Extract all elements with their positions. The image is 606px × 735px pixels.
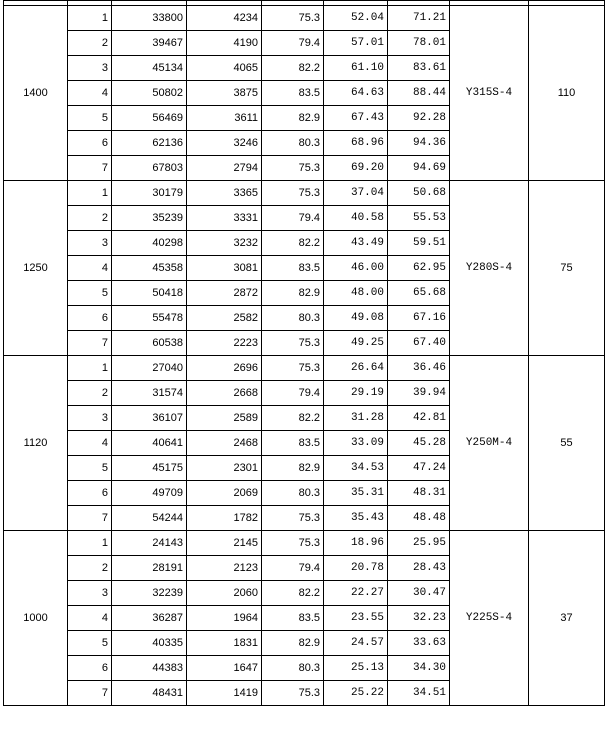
motor-power-cell: 65.68: [388, 281, 450, 306]
table-row: [4, 6, 605, 31]
flow-cell: 35239: [112, 206, 187, 231]
flow-cell: 45358: [112, 256, 187, 281]
shaft-power-cell: 20.78: [324, 556, 388, 581]
motor-power-cell: 78.01: [388, 31, 450, 56]
head-cell: 1964: [187, 606, 262, 631]
speed-cell: 1400: [4, 6, 68, 181]
head-cell: 2069: [187, 481, 262, 506]
motor-model-cell: Y315S-4: [450, 6, 529, 181]
flow-cell: 24143: [112, 531, 187, 556]
table-row: [4, 356, 605, 381]
head-cell: 2468: [187, 431, 262, 456]
head-cell: 3081: [187, 256, 262, 281]
performance-table: [3, 0, 605, 706]
efficiency-cell: 82.2: [262, 406, 324, 431]
motor-power-cell: 50.68: [388, 181, 450, 206]
flow-cell: 32239: [112, 581, 187, 606]
flow-cell: 50418: [112, 281, 187, 306]
head-cell: 1831: [187, 631, 262, 656]
flow-cell: 31574: [112, 381, 187, 406]
flow-cell: 27040: [112, 356, 187, 381]
shaft-power-cell: 33.09: [324, 431, 388, 456]
flow-cell: 40641: [112, 431, 187, 456]
motor-model-cell: Y225S-4: [450, 531, 529, 706]
motor-model-cell: Y250M-4: [450, 356, 529, 531]
row-number-cell: 6: [68, 481, 112, 506]
head-cell: 3365: [187, 181, 262, 206]
row-number-cell: 5: [68, 106, 112, 131]
shaft-power-cell: 49.25: [324, 331, 388, 356]
flow-cell: 30179: [112, 181, 187, 206]
motor-power-cell: 30.47: [388, 581, 450, 606]
row-number-cell: 7: [68, 506, 112, 531]
flow-cell: 48431: [112, 681, 187, 706]
motor-model-cell: Y280S-4: [450, 181, 529, 356]
motor-power-cell: 67.16: [388, 306, 450, 331]
head-cell: 1782: [187, 506, 262, 531]
shaft-power-cell: 31.28: [324, 406, 388, 431]
shaft-power-cell: 68.96: [324, 131, 388, 156]
efficiency-cell: 75.3: [262, 331, 324, 356]
head-cell: 3246: [187, 131, 262, 156]
head-cell: 2696: [187, 356, 262, 381]
flow-cell: 60538: [112, 331, 187, 356]
efficiency-cell: 75.3: [262, 531, 324, 556]
head-cell: 1419: [187, 681, 262, 706]
motor-power-cell: 25.95: [388, 531, 450, 556]
table-row: [4, 181, 605, 206]
efficiency-cell: 83.5: [262, 256, 324, 281]
efficiency-cell: 79.4: [262, 206, 324, 231]
head-cell: 2145: [187, 531, 262, 556]
row-number-cell: 2: [68, 206, 112, 231]
motor-power-cell: 34.30: [388, 656, 450, 681]
shaft-power-cell: 46.00: [324, 256, 388, 281]
row-number-cell: 3: [68, 56, 112, 81]
head-cell: 2872: [187, 281, 262, 306]
head-cell: 1647: [187, 656, 262, 681]
shaft-power-cell: 48.00: [324, 281, 388, 306]
shaft-power-cell: 22.27: [324, 581, 388, 606]
shaft-power-cell: 26.64: [324, 356, 388, 381]
row-number-cell: 2: [68, 31, 112, 56]
motor-power-cell: 45.28: [388, 431, 450, 456]
motor-power-cell: 88.44: [388, 81, 450, 106]
shaft-power-cell: 67.43: [324, 106, 388, 131]
row-number-cell: 5: [68, 456, 112, 481]
row-number-cell: 6: [68, 656, 112, 681]
motor-power-cell: 39.94: [388, 381, 450, 406]
flow-cell: 55478: [112, 306, 187, 331]
shaft-power-cell: 43.49: [324, 231, 388, 256]
head-cell: 3232: [187, 231, 262, 256]
shaft-power-cell: 49.08: [324, 306, 388, 331]
flow-cell: 33800: [112, 6, 187, 31]
head-cell: 2223: [187, 331, 262, 356]
efficiency-cell: 82.9: [262, 631, 324, 656]
row-number-cell: 3: [68, 231, 112, 256]
motor-power-cell: 71.21: [388, 6, 450, 31]
shaft-power-cell: 29.19: [324, 381, 388, 406]
motor-power-cell: 34.51: [388, 681, 450, 706]
motor-power-cell: 42.81: [388, 406, 450, 431]
flow-cell: 67803: [112, 156, 187, 181]
motor-power-cell: 59.51: [388, 231, 450, 256]
speed-cell: 1000: [4, 531, 68, 706]
row-number-cell: 1: [68, 531, 112, 556]
flow-cell: 62136: [112, 131, 187, 156]
efficiency-cell: 80.3: [262, 481, 324, 506]
shaft-power-cell: 64.63: [324, 81, 388, 106]
flow-cell: 45134: [112, 56, 187, 81]
shaft-power-cell: 25.13: [324, 656, 388, 681]
efficiency-cell: 79.4: [262, 31, 324, 56]
shaft-power-cell: 23.55: [324, 606, 388, 631]
motor-power-cell: 94.69: [388, 156, 450, 181]
table-body: [4, 1, 605, 706]
efficiency-cell: 80.3: [262, 656, 324, 681]
motor-power-cell: 83.61: [388, 56, 450, 81]
row-number-cell: 2: [68, 556, 112, 581]
row-number-cell: 1: [68, 181, 112, 206]
shaft-power-cell: 34.53: [324, 456, 388, 481]
head-cell: 2301: [187, 456, 262, 481]
row-number-cell: 1: [68, 6, 112, 31]
rated-power-cell: 55: [529, 356, 605, 531]
efficiency-cell: 82.2: [262, 581, 324, 606]
shaft-power-cell: 57.01: [324, 31, 388, 56]
efficiency-cell: 79.4: [262, 381, 324, 406]
row-number-cell: 4: [68, 256, 112, 281]
efficiency-cell: 83.5: [262, 606, 324, 631]
motor-power-cell: 67.40: [388, 331, 450, 356]
head-cell: 4065: [187, 56, 262, 81]
efficiency-cell: 75.3: [262, 156, 324, 181]
efficiency-cell: 82.9: [262, 106, 324, 131]
efficiency-cell: 75.3: [262, 6, 324, 31]
flow-cell: 36287: [112, 606, 187, 631]
head-cell: 2589: [187, 406, 262, 431]
flow-cell: 28191: [112, 556, 187, 581]
efficiency-cell: 75.3: [262, 356, 324, 381]
motor-power-cell: 32.23: [388, 606, 450, 631]
row-number-cell: 3: [68, 581, 112, 606]
rated-power-cell: 75: [529, 181, 605, 356]
row-number-cell: 4: [68, 431, 112, 456]
speed-cell: 1250: [4, 181, 68, 356]
efficiency-cell: 75.3: [262, 181, 324, 206]
row-number-cell: 7: [68, 331, 112, 356]
head-cell: 2123: [187, 556, 262, 581]
shaft-power-cell: 69.20: [324, 156, 388, 181]
shaft-power-cell: 40.58: [324, 206, 388, 231]
rated-power-cell: 37: [529, 531, 605, 706]
motor-power-cell: 36.46: [388, 356, 450, 381]
shaft-power-cell: 35.31: [324, 481, 388, 506]
efficiency-cell: 79.4: [262, 556, 324, 581]
head-cell: 2794: [187, 156, 262, 181]
flow-cell: 50802: [112, 81, 187, 106]
efficiency-cell: 75.3: [262, 681, 324, 706]
rated-power-cell: 110: [529, 6, 605, 181]
flow-cell: 56469: [112, 106, 187, 131]
shaft-power-cell: 18.96: [324, 531, 388, 556]
row-number-cell: 6: [68, 131, 112, 156]
head-cell: 3611: [187, 106, 262, 131]
shaft-power-cell: 37.04: [324, 181, 388, 206]
flow-cell: 39467: [112, 31, 187, 56]
row-number-cell: 4: [68, 606, 112, 631]
head-cell: 2668: [187, 381, 262, 406]
motor-power-cell: 94.36: [388, 131, 450, 156]
row-number-cell: 7: [68, 681, 112, 706]
motor-power-cell: 47.24: [388, 456, 450, 481]
efficiency-cell: 83.5: [262, 431, 324, 456]
efficiency-cell: 82.9: [262, 281, 324, 306]
efficiency-cell: 82.2: [262, 231, 324, 256]
flow-cell: 49709: [112, 481, 187, 506]
row-number-cell: 1: [68, 356, 112, 381]
shaft-power-cell: 61.10: [324, 56, 388, 81]
motor-power-cell: 33.63: [388, 631, 450, 656]
row-number-cell: 7: [68, 156, 112, 181]
efficiency-cell: 80.3: [262, 306, 324, 331]
motor-power-cell: 55.53: [388, 206, 450, 231]
motor-power-cell: 92.28: [388, 106, 450, 131]
head-cell: 4190: [187, 31, 262, 56]
efficiency-cell: 80.3: [262, 131, 324, 156]
head-cell: 3875: [187, 81, 262, 106]
shaft-power-cell: 25.22: [324, 681, 388, 706]
flow-cell: 45175: [112, 456, 187, 481]
head-cell: 2060: [187, 581, 262, 606]
row-number-cell: 3: [68, 406, 112, 431]
row-number-cell: 5: [68, 631, 112, 656]
flow-cell: 40298: [112, 231, 187, 256]
head-cell: 3331: [187, 206, 262, 231]
shaft-power-cell: 35.43: [324, 506, 388, 531]
shaft-power-cell: 52.04: [324, 6, 388, 31]
motor-power-cell: 62.95: [388, 256, 450, 281]
motor-power-cell: 48.31: [388, 481, 450, 506]
head-cell: 2582: [187, 306, 262, 331]
motor-power-cell: 48.48: [388, 506, 450, 531]
efficiency-cell: 82.9: [262, 456, 324, 481]
head-cell: 4234: [187, 6, 262, 31]
row-number-cell: 2: [68, 381, 112, 406]
efficiency-cell: 82.2: [262, 56, 324, 81]
shaft-power-cell: 24.57: [324, 631, 388, 656]
row-number-cell: 6: [68, 306, 112, 331]
efficiency-cell: 83.5: [262, 81, 324, 106]
efficiency-cell: 75.3: [262, 506, 324, 531]
flow-cell: 36107: [112, 406, 187, 431]
flow-cell: 44383: [112, 656, 187, 681]
speed-cell: 1120: [4, 356, 68, 531]
table-row: [4, 531, 605, 556]
row-number-cell: 4: [68, 81, 112, 106]
flow-cell: 54244: [112, 506, 187, 531]
flow-cell: 40335: [112, 631, 187, 656]
row-number-cell: 5: [68, 281, 112, 306]
motor-power-cell: 28.43: [388, 556, 450, 581]
